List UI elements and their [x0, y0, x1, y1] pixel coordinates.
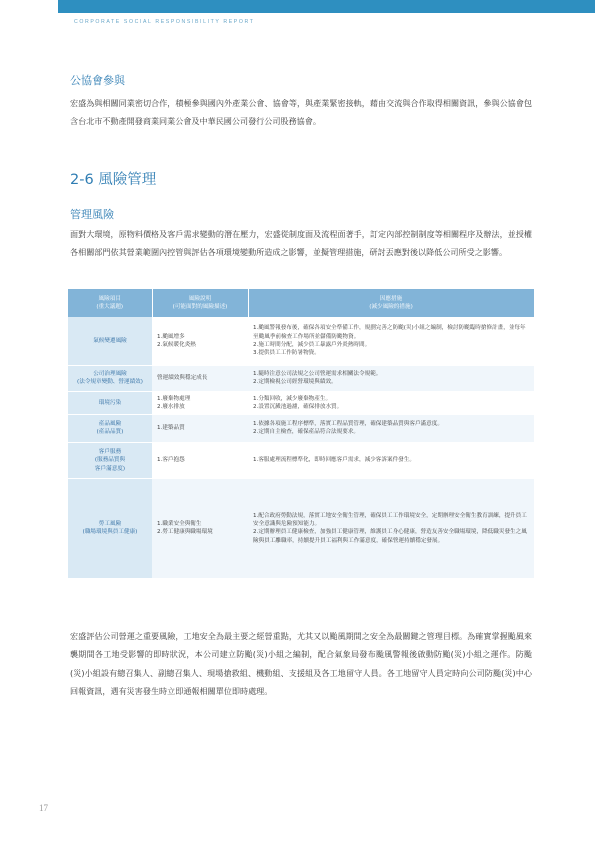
cell-text: 營運績效與穩定成長 — [157, 374, 208, 381]
table-row — [68, 442, 534, 478]
cell-text: 2.設置沉澱池過濾，確保排放水質。 — [253, 403, 343, 410]
measure-cell — [248, 478, 534, 578]
header-risk-item: 風險項目 (重大議題) — [68, 289, 152, 317]
cell-text: 1.建築品質 — [157, 425, 185, 432]
cell-text: 1.颱風警報發布後，確保各項安全準備工作，規劃完善之防颱(災)小組之編制，檢討防颱臨時搶修計畫，並每年至颱風季前檢查工作場所並儲備防颱物資。 — [253, 325, 526, 340]
cell-text: 2.勞工健康與職場環境 — [157, 529, 213, 536]
cell-text: (法令規章變動、營運績效) — [77, 379, 143, 385]
cell-text: 客戶服務 — [98, 449, 122, 456]
cell-text: 環境污染 — [98, 399, 122, 406]
cell-text: 2.定期自主檢查，確保產品符合法規要求。 — [253, 429, 360, 436]
risk-mgmt-body: 面對大環境，原物料價格及客戶需求變動的潛在壓力，宏盛從制度面及流程面著手，訂定內部控制制度等相關程序及辦法，並授權各相關部門依其營業範圍內控管與評估各項環境變動所造成之影響，並擬管理措施，研討丟應對後以降低公司所受之影響。 — [70, 229, 532, 258]
cell-text: 1.分類回收，減少廢棄物產生。 — [253, 395, 332, 402]
table-row — [68, 414, 534, 442]
measure-cell — [248, 365, 534, 391]
risk-item-cell — [68, 414, 152, 442]
header-risk-desc: 風險說明 (可能面對的風險描述) — [152, 289, 248, 317]
measure-cell — [248, 391, 534, 414]
cell-text: 1.職業安全與衛生 — [157, 521, 202, 528]
cell-text: 氣候變遷風險 — [93, 337, 127, 344]
risk-table-header — [68, 289, 534, 317]
risk-item-cell — [68, 391, 152, 414]
risk-desc-cell — [152, 442, 248, 478]
cell-text: 公司治理風險 — [93, 370, 127, 377]
cell-text: 3.提供員工工作防暑物資。 — [253, 349, 320, 356]
cell-text: 2.定期辦理員工健康檢查，加強員工健康管理，維護員工身心健康，營造友善安全職場環境，降低職災發生之風險與員工離職率，持續提升員工福利與工作滿意度，確保營運持續穩定發展。 — [253, 529, 527, 544]
cell-text: 1.客服處理流程標準化，即時回應客戶需求，減少客訴案件發生。 — [253, 457, 415, 464]
cell-text: (職場環境與員工健康) — [82, 529, 138, 536]
table-row — [68, 317, 534, 365]
page-number: 17 — [39, 803, 48, 813]
cell-text: 1.配合政府勞動法規，落實工地安全衛生管理，確保員工工作環境安全，定期辦理安全衛生教育訓練，提升員工安全意識與危險預知能力。 — [253, 513, 527, 528]
risk-item-cell — [68, 442, 152, 478]
risk-item-cell — [68, 317, 152, 365]
table-row — [68, 478, 534, 578]
risk-table — [68, 289, 535, 579]
cell-text: (產品品質) — [96, 429, 124, 436]
risk-mgmt-title: 管理風險 — [70, 208, 114, 221]
cell-text: 2.氣候暖化炎熱 — [157, 341, 196, 348]
measure-cell — [248, 414, 534, 442]
risk-item-cell — [68, 365, 152, 391]
risk-desc-cell — [152, 478, 248, 578]
cell-text: 2.定期檢視公司經營環境與績效。 — [253, 379, 337, 385]
table-row — [68, 365, 534, 391]
measure-cell — [248, 442, 534, 478]
cell-text: 1.客戶抱怨 — [157, 457, 185, 464]
association-body: 宏盛為與相關同業密切合作，積極參與國內外產業公會、協會等，與產業緊密接軌，藉由交流與合作取得相關資訊，參與公協會包含台北市不動產開發商業同業公會及中華民國公司發行公司股務協會。 — [70, 98, 532, 127]
association-title: 公協會參與 — [70, 74, 125, 87]
cell-text: 產品風險 — [98, 421, 122, 428]
risk-item-cell — [68, 478, 152, 578]
cell-text: 1.颱風增多 — [157, 333, 185, 340]
cell-text: 2.施工時間分配，減少員工暴露戶外炎熱時間。 — [253, 341, 371, 348]
closing-body: 宏盛評估公司營運之重要風險，工地安全為最主要之經營重點，尤其又以颱風期間之安全為最關鍵之管理目標。為確實掌握颱風來襲期間各工地受影響的即時狀況，本公司建立防颱(災)小組之編制，配合氣象局發布颱風警報後啟動防颱(災)小組之運作。防颱(災)小組設有總召集人、副總召集人、現場搶救組、機動組、支援組及各工地留守人員。各工地留守人員定時向公司防颱(災)中心回報資訊，遇有災害發生時立即通報相關單位即時處理。 — [70, 631, 532, 696]
table-row — [68, 391, 534, 414]
cell-text: (服務品質與 — [94, 457, 126, 464]
risk-desc-cell — [152, 391, 248, 414]
cell-text: 1.隨時注意公司法規之公司營運需求相關法令規範。 — [253, 370, 382, 377]
risk-desc-cell — [152, 414, 248, 442]
report-header-label: CORPORATE SOCIAL RESPONSIBILITY REPORT — [74, 19, 255, 25]
cell-text: 1.廢棄物處理 — [157, 395, 191, 402]
cell-text: 2.廢水排放 — [157, 403, 185, 410]
section-title: 2-6 風險管理 — [70, 172, 157, 188]
risk-desc-cell — [152, 365, 248, 391]
risk-desc-cell — [152, 317, 248, 365]
measure-cell — [248, 317, 534, 365]
header-bar — [58, 0, 595, 13]
cell-text: 1.依據各項施工程序標準，落實工程品質管理，確保建築品質與客戶滿意度。 — [253, 421, 443, 428]
cell-text: 勞工風險 — [98, 521, 122, 528]
cell-text: 客戶滿意度) — [94, 465, 126, 472]
header-measures: 因應措施 (減少風險的措施) — [248, 289, 534, 317]
